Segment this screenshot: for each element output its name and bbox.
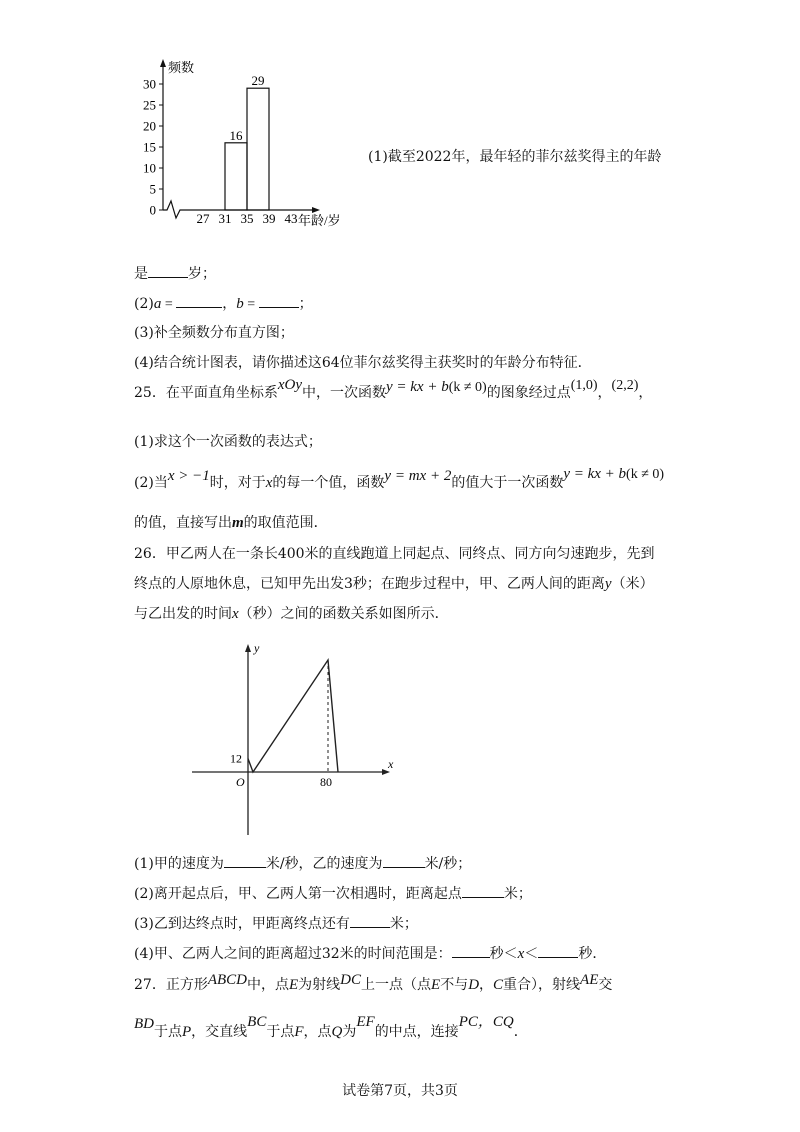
q24-part4: (4)结合统计图表，请你描述这64位菲尔兹奖得主获奖时的年龄分布特征． xyxy=(134,355,592,371)
q25-part2-cont xyxy=(134,513,328,533)
graph-y-label: y xyxy=(254,641,260,655)
q27-text: ， xyxy=(479,977,494,993)
square-abcd: ABCD xyxy=(207,972,247,988)
ray-dc: DC xyxy=(340,972,362,988)
answer-blank-meet[interactable] xyxy=(462,883,504,898)
point-f: F xyxy=(294,1024,304,1040)
q24-text: 是 xyxy=(134,266,148,282)
answer-blank-b[interactable] xyxy=(259,293,299,308)
point-p: P xyxy=(182,1024,192,1040)
q26-text: 终点的人原地休息，已知甲先出发3秒；在跑步过程中，甲、乙两人间的距离 xyxy=(134,576,605,592)
q26-text: (2)离开起点后，甲、乙两人第一次相遇时，距离起点 xyxy=(134,886,462,902)
function-m: y = mx + 2 xyxy=(384,468,452,484)
q24-text: ； xyxy=(298,296,313,312)
y-tick-label: 20 xyxy=(143,118,156,134)
point-q: Q xyxy=(331,1024,343,1040)
var-x: x xyxy=(265,475,273,491)
q27-text: 27．正方形 xyxy=(134,977,208,993)
q26-part2 xyxy=(134,883,532,904)
segment-ef: EF xyxy=(356,1014,375,1030)
q26-text: 秒＜ xyxy=(489,946,518,962)
point-1: (1,0) xyxy=(570,378,598,393)
y-tick-label: 5 xyxy=(149,181,156,197)
equals-sign: = xyxy=(161,297,177,312)
q27-text: 为射线 xyxy=(298,977,341,993)
q27-text: 于点 xyxy=(266,1024,295,1040)
var-y: y xyxy=(604,576,612,592)
y-tick-label: 0 xyxy=(149,202,156,218)
q26-text: (1)甲的速度为 xyxy=(134,856,224,872)
x-tick-label: 43 xyxy=(284,211,298,226)
function-condition: (k ≠ 0) xyxy=(448,380,487,395)
answer-blank-speed-yi[interactable] xyxy=(383,853,425,868)
segments-pc-cq: PC，CQ xyxy=(458,1014,514,1030)
q25-text: 的图象经过点 xyxy=(486,385,571,401)
q26-text: 米； xyxy=(503,886,532,902)
q27-stem-cont xyxy=(134,1014,528,1042)
condition-x: x > −1 xyxy=(167,468,210,484)
y-tick-label: 15 xyxy=(143,139,156,155)
q25-stem xyxy=(134,377,653,404)
answer-blank[interactable] xyxy=(148,263,188,278)
graph-y-arrow xyxy=(245,644,251,652)
q26-text: 米/秒； xyxy=(424,856,472,872)
histogram-bars xyxy=(225,73,269,210)
linear-function: y = kx + b xyxy=(563,466,627,482)
q25-text: 的取值范围． xyxy=(243,515,328,531)
q24-text: 岁； xyxy=(188,266,216,282)
q24-part1-a: (1)截至2022年，最年轻的菲尔兹奖得主的年龄 xyxy=(368,149,662,165)
x-axis-label: 年龄/岁 xyxy=(298,213,341,228)
q24-part1-b xyxy=(134,263,216,284)
var-x: x xyxy=(517,946,525,962)
y-tick-label: 10 xyxy=(143,160,156,176)
q27-text: 上一点（点 xyxy=(361,977,432,993)
segment-bd: BD xyxy=(134,1016,154,1032)
y-axis-label: 频数 xyxy=(168,60,195,75)
x-tick-label: 35 xyxy=(240,211,254,226)
coord-system: xOy xyxy=(277,377,302,393)
ray-ae: AE xyxy=(580,972,599,988)
q25-text: ， xyxy=(638,385,653,401)
q26-text: (3)乙到达终点时，甲距离终点还有 xyxy=(134,916,350,932)
q25-text: 的每一个值，函数 xyxy=(272,475,385,491)
q25-part2 xyxy=(134,466,665,494)
q25-text: 中，一次函数 xyxy=(301,385,386,401)
q26-part3 xyxy=(134,913,418,934)
bar-value-label: 29 xyxy=(251,73,265,89)
x-tick-label: 31 xyxy=(218,211,232,226)
var-a: a xyxy=(153,296,162,312)
answer-blank-a[interactable] xyxy=(176,293,222,308)
q26-text: 米/秒，乙的速度为 xyxy=(265,856,383,872)
q25-text: ， xyxy=(597,385,612,401)
y-tick-label: 25 xyxy=(143,97,156,113)
q26-text: （秒）之间的函数关系如图所示． xyxy=(238,606,449,622)
q25-text: 的值，直接写出 xyxy=(134,515,232,531)
bar-value-label: 16 xyxy=(229,127,243,143)
point-2: (2,2) xyxy=(611,378,639,393)
q26-text: 秒． xyxy=(578,946,607,962)
q26-text: 与乙出发的时间 xyxy=(134,606,232,622)
q26-text: （米） xyxy=(611,576,654,592)
graph-x-label: x xyxy=(388,757,394,771)
q27-text: 交 xyxy=(598,977,613,993)
q27-text: ． xyxy=(513,1024,528,1040)
q27-text: 的中点，连接 xyxy=(374,1024,459,1040)
q27-text: 于点 xyxy=(154,1024,182,1040)
var-m: m xyxy=(232,515,244,531)
point-e: E xyxy=(431,977,441,993)
q26-text: (4)甲、乙两人之间的距离超过32米的时间范围是： xyxy=(134,946,452,962)
line-bc: BC xyxy=(247,1014,267,1030)
y-tick-labels xyxy=(143,77,163,218)
q25-text: 时，对于 xyxy=(209,475,266,491)
x-tick-label: 27 xyxy=(196,211,210,226)
graph-origin: O xyxy=(236,775,245,789)
graph-x-tick-80: 80 xyxy=(320,775,332,789)
q26-text: ＜ xyxy=(524,946,539,962)
q24-part2 xyxy=(134,293,313,315)
q25-text: (2)当 xyxy=(134,475,168,491)
answer-blank-t2[interactable] xyxy=(538,943,578,958)
q24-part3: (3)补全频数分布直方图； xyxy=(134,325,294,341)
q25-text: 25．在平面直角坐标系 xyxy=(134,385,278,401)
histogram-bar xyxy=(247,88,269,210)
q26-line2 xyxy=(134,574,654,594)
point-d: D xyxy=(468,977,480,993)
histogram-bar xyxy=(225,143,247,210)
q27-text: 中，点 xyxy=(247,977,289,993)
q26-text: 米； xyxy=(389,916,418,932)
answer-blank-remaining[interactable] xyxy=(350,913,390,928)
q26-part1 xyxy=(134,853,471,874)
q27-text: 为 xyxy=(342,1024,357,1040)
answer-blank-t1[interactable] xyxy=(452,943,490,958)
q27-stem xyxy=(134,972,613,995)
graph-y-tick-12: 12 xyxy=(230,751,242,766)
page-footer: 试卷第7页，共3页 xyxy=(342,1083,458,1099)
histogram xyxy=(140,55,370,230)
linear-function: y = kx + b xyxy=(385,379,449,395)
q27-text: 重合），射线 xyxy=(503,977,581,993)
y-axis-arrow xyxy=(160,59,166,67)
q25-text: 的值大于一次函数 xyxy=(451,475,564,491)
q26-line3 xyxy=(134,604,449,624)
q26-part4 xyxy=(134,943,606,964)
q26-line1: 26．甲乙两人在一条长400米的直线跑道上同起点、同终点、同方向匀速跑步，先到 xyxy=(134,546,655,562)
function-condition: (k ≠ 0) xyxy=(626,467,665,482)
x-tick-label: 39 xyxy=(262,211,276,226)
var-b: b xyxy=(236,296,244,312)
var-x: x xyxy=(232,606,239,622)
q27-text: ，交直线 xyxy=(191,1024,248,1040)
answer-blank-speed-jia[interactable] xyxy=(224,853,266,868)
q27-text: ，点 xyxy=(303,1024,332,1040)
q25-part1: (1)求这个一次函数的表达式； xyxy=(134,434,322,450)
y-tick-label: 30 xyxy=(143,76,156,92)
distance-line xyxy=(248,660,338,772)
graph-marks xyxy=(248,660,338,772)
point-e: E xyxy=(289,977,299,993)
x-tick-labels xyxy=(197,211,298,226)
distance-time-graph xyxy=(190,640,410,840)
q24-text: (2) xyxy=(134,296,154,312)
point-c: C xyxy=(493,977,504,993)
q24-text: ， xyxy=(222,296,237,312)
equals-sign: = xyxy=(243,297,259,312)
q27-text: 不与 xyxy=(440,977,469,993)
